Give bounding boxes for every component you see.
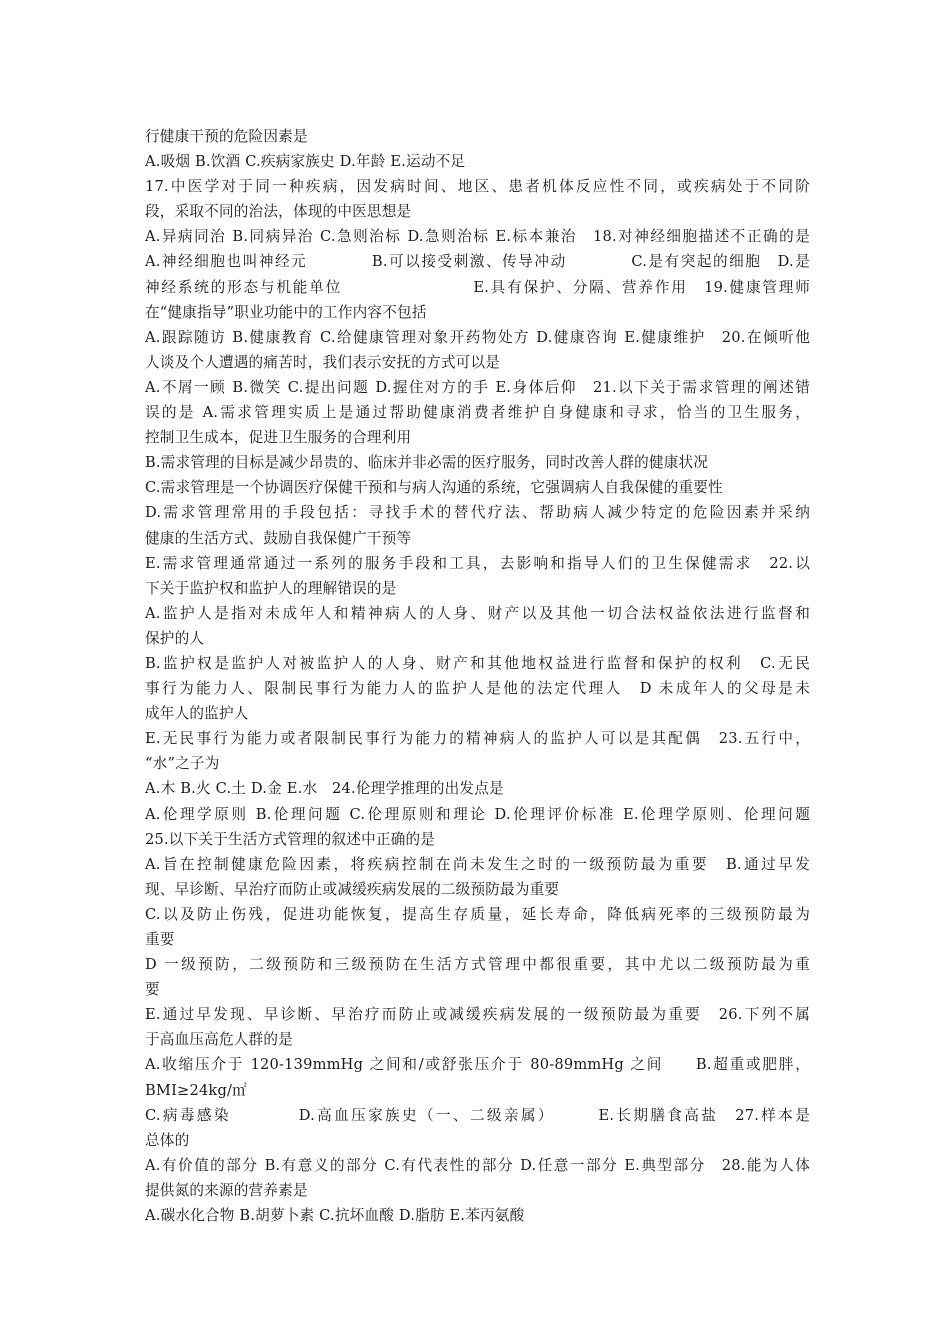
answer-options: A.跟踪随访 B.健康教育 C.给健康管理对象开药物处方 D.健康咨询 E.健康维护 20.在倾听他 (145, 328, 810, 346)
text-line: 成年人的监护人 (145, 705, 249, 723)
answer-option: D.需求管理常用的手段包括：寻找手术的替代疗法、帮助病人减少特定的危险因素并采纳 (145, 504, 810, 522)
text-line: 现、早诊断、早治疗而防止或减缓疾病发展的二级预防最为重要 (145, 880, 560, 898)
answer-option: B.需求管理的目标是减少昂贵的、临床并非必需的医疗服务，同时改善人群的健康状况 (145, 454, 709, 472)
answer-options: A.伦理学原则 B.伦理问题 C.伦理原则和理论 D.伦理评价标准 E.伦理学原则、伦理问题 (145, 805, 810, 823)
answer-option: C.以及防止伤残，促进功能恢复，提高生存质量，延长寿命，降低病死率的三级预防最为 (145, 905, 810, 923)
text-line: 人谈及个人遭遇的痛苦时，我们表示安抚的方式可以是 (145, 353, 501, 371)
text-line: 误的是 A.需求管理实质上是通过帮助健康消费者维护自身健康和寻求，恰当的卫生服务， (145, 404, 810, 422)
text-line: 段，采取不同的治法，体现的中医思想是 (145, 203, 412, 221)
text-line: 重要 (145, 931, 175, 948)
text-line: 健康的生活方式、鼓励自我保健广干预等 (145, 529, 412, 547)
answer-options: 神经系统的形态与机能单位 E.具有保护、分隔、营养作用 19.健康管理师 (145, 278, 810, 296)
answer-option: 事行为能力人、限制民事行为能力人的监护人是他的法定代理人 D 未成年人的父母是未 (145, 680, 810, 698)
answer-option: A.旨在控制健康危险因素，将疾病控制在尚未发生之时的一级预防最为重要 B.通过早发 (145, 855, 810, 873)
answer-options: A.木 B.火 C.土 D.金 E.水 24.伦理学推理的出发点是 (145, 780, 504, 798)
text-line: 要 (145, 981, 160, 999)
answer-options: A.不屑一顾 B.微笑 C.提出问题 D.握住对方的手 E.身体后仰 21.以下关于需求管理的阐述错 (145, 378, 810, 396)
answer-option: B.监护权是监护人对被监护人的人身、财产和其他地权益进行监督和保护的权利 C.无民 (145, 654, 810, 672)
text-line: 总体的 (145, 1131, 190, 1149)
text-line: “水”之子为 (145, 755, 220, 773)
text-line: 于高血压高危人群的是 (145, 1031, 293, 1049)
answer-options: A.异病同治 B.同病异治 C.急则治标 D.急则治标 E.标本兼治 18.对神经细胞描述不正确的是 (145, 228, 810, 246)
text-line: 保护的人 (145, 629, 205, 647)
answer-options: A.有价值的部分 B.有意义的部分 C.有代表性的部分 D.任意一部分 E.典型部分 28.能为人体 (145, 1156, 810, 1174)
answer-options: A.碳水化合物 B.胡萝卜素 C.抗坏血酸 D.脂肪 E.苯丙氨酸 (145, 1207, 525, 1225)
text-line: 提供氮的来源的营养素是 (145, 1181, 308, 1199)
text-line: 行健康干预的危险因素是 (145, 128, 308, 145)
text-line: 在“健康指导”职业功能中的工作内容不包括 (145, 303, 427, 321)
question-17: 17.中医学对于同一种疾病，因发病时间、地区、患者机体反应性不同，或疾病处于不同阶 (145, 178, 810, 196)
text-line: 下关于监护权和监护人的理解错误的是 (145, 579, 397, 597)
text-line: BMI≥24kg/㎡ (145, 1081, 247, 1099)
answer-option: A.监护人是指对未成年人和精神病人的人身、财产以及其他一切合法权益依法进行监督和 (145, 604, 810, 622)
answer-option: E.无民事行为能力或者限制民事行为能力的精神病人的监护人可以是其配偶 23.五行中， (145, 730, 810, 748)
answer-option: E.通过早发现、早诊断、早治疗而防止或减缓疾病发展的一级预防最为重要 26.下列不属 (145, 1006, 810, 1024)
answer-option: D 一级预防，二级预防和三级预防在生活方式管理中都很重要，其中尤以二级预防最为重 (145, 956, 810, 974)
text-line: 控制卫生成本，促进卫生服务的合理利用 (145, 429, 412, 447)
document-body (145, 124, 810, 1228)
answer-options: C.病毒感染 D.高血压家族史（一、二级亲属） E.长期膳食高盐 27.样本是 (145, 1106, 810, 1124)
answer-options: A.吸烟 B.饮酒 C.疾病家族史 D.年龄 E.运动不足 (145, 153, 466, 171)
answer-options: A.神经细胞也叫神经元 B.可以接受刺激、传导冲动 C.是有突起的细胞 D.是 (145, 253, 810, 271)
answer-option: A.收缩压介于 120-139mmHg 之间和/或舒张压介于 80-89mmHg 之间 B.超重或肥胖， (145, 1056, 810, 1074)
answer-option: C.需求管理是一个协调医疗保健干预和与病人沟通的系统，它强调病人自我保健的重要性 (145, 479, 723, 497)
question-25: 25.以下关于生活方式管理的叙述中正确的是 (145, 830, 436, 848)
answer-option: E.需求管理通常通过一系列的服务手段和工具，去影响和指导人们的卫生保健需求 22.以 (145, 554, 810, 572)
